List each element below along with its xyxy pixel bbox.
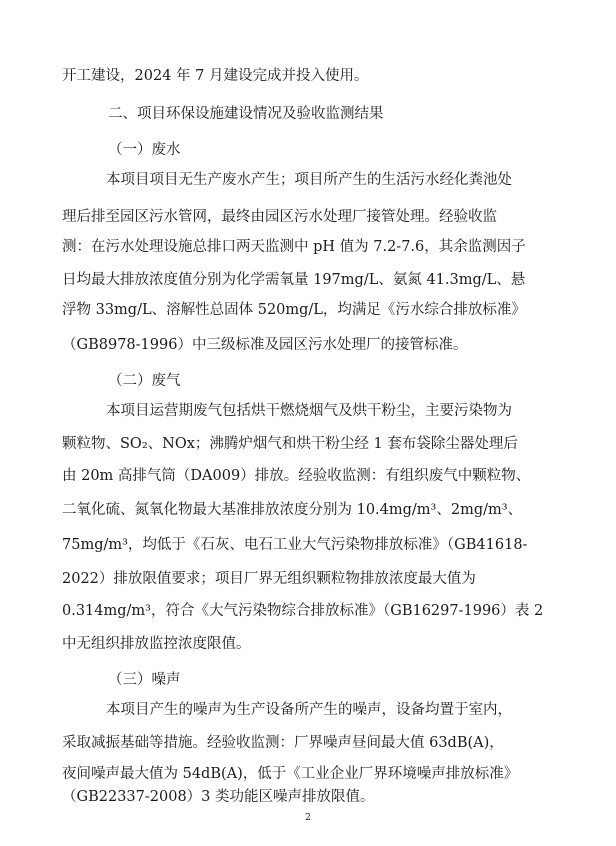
text-line-1: 开工建设，2024 年 7 月建设完成并投入使用。 [62,68,369,84]
text-line-15: 75mg/m³，均低于《石灰、电石工业大气污染物排放标准》（GB41618- [62,537,528,553]
section-heading: 二、项目环保设施建设情况及验收监测结果 [108,106,384,122]
page-number: 2 [305,813,311,823]
text-line-13: 由 20m 高排气筒（DA009）排放。经验收监测：有组织废气中颗粒物、 [62,468,531,484]
subsection-heading-noise: （三）噪声 [108,672,181,688]
text-line-14: 二氧化硫、氮氧化物最大基准排放浓度分别为 10.4mg/m³、2mg/m³、 [62,502,523,518]
text-line-20: 本项目产生的噪声为生产设备所产生的噪声，设备均置于室内， [106,702,512,718]
subsection-heading-exhaust: （二）废气 [108,373,181,389]
text-line-4: 本项目项目无生产废水产生；项目所产生的生活污水经化粪池处 [106,172,512,188]
text-line-5: 理后排至园区污水管网，最终由园区污水处理厂接管处理。经验收监 [62,209,497,225]
text-line-8: 浮物 33mg/L、溶解性总固体 520mg/L，均满足《污水综合排放标准》 [62,302,526,318]
text-line-18: 中无组织排放监控浓度限值。 [62,636,251,652]
text-line-17: 0.314mg/m³，符合《大气污染物综合排放标准》（GB16297-1996）表 2 [62,603,544,619]
text-line-21: 采取减振基础等措施。经验收监测：厂界噪声昼间最大值 63dB(A)， [62,735,504,751]
text-line-16: 2022）排放限值要求；项目厂界无组织颗粒物排放浓度最大值为 [62,571,476,587]
text-line-6: 测：在污水处理设施总排口两天监测中 pH 值为 7.2-7.6，其余监测因子 [62,239,526,255]
subsection-heading-wastewater: （一）废水 [108,142,181,158]
text-line-23: （GB22337-2008）3 类功能区噪声排放限值。 [62,789,375,805]
text-line-7: 日均最大排放浓度值分别为化学需氧量 197mg/L、氨氮 41.3mg/L、悬 [62,272,526,288]
text-line-12: 颗粒物、SO₂、NOx；沸腾炉烟气和烘干粉尘经 1 套布袋除尘器处理后 [62,436,518,452]
text-line-9: （GB8978-1996）中三级标准及园区污水处理厂的接管标准。 [62,337,468,353]
text-line-11: 本项目运营期废气包括烘干燃烧烟气及烘干粉尘，主要污染物为 [106,403,512,419]
text-line-22: 夜间噪声最大值为 54dB(A)，低于《工业企业厂界环境噪声排放标准》 [62,766,519,782]
